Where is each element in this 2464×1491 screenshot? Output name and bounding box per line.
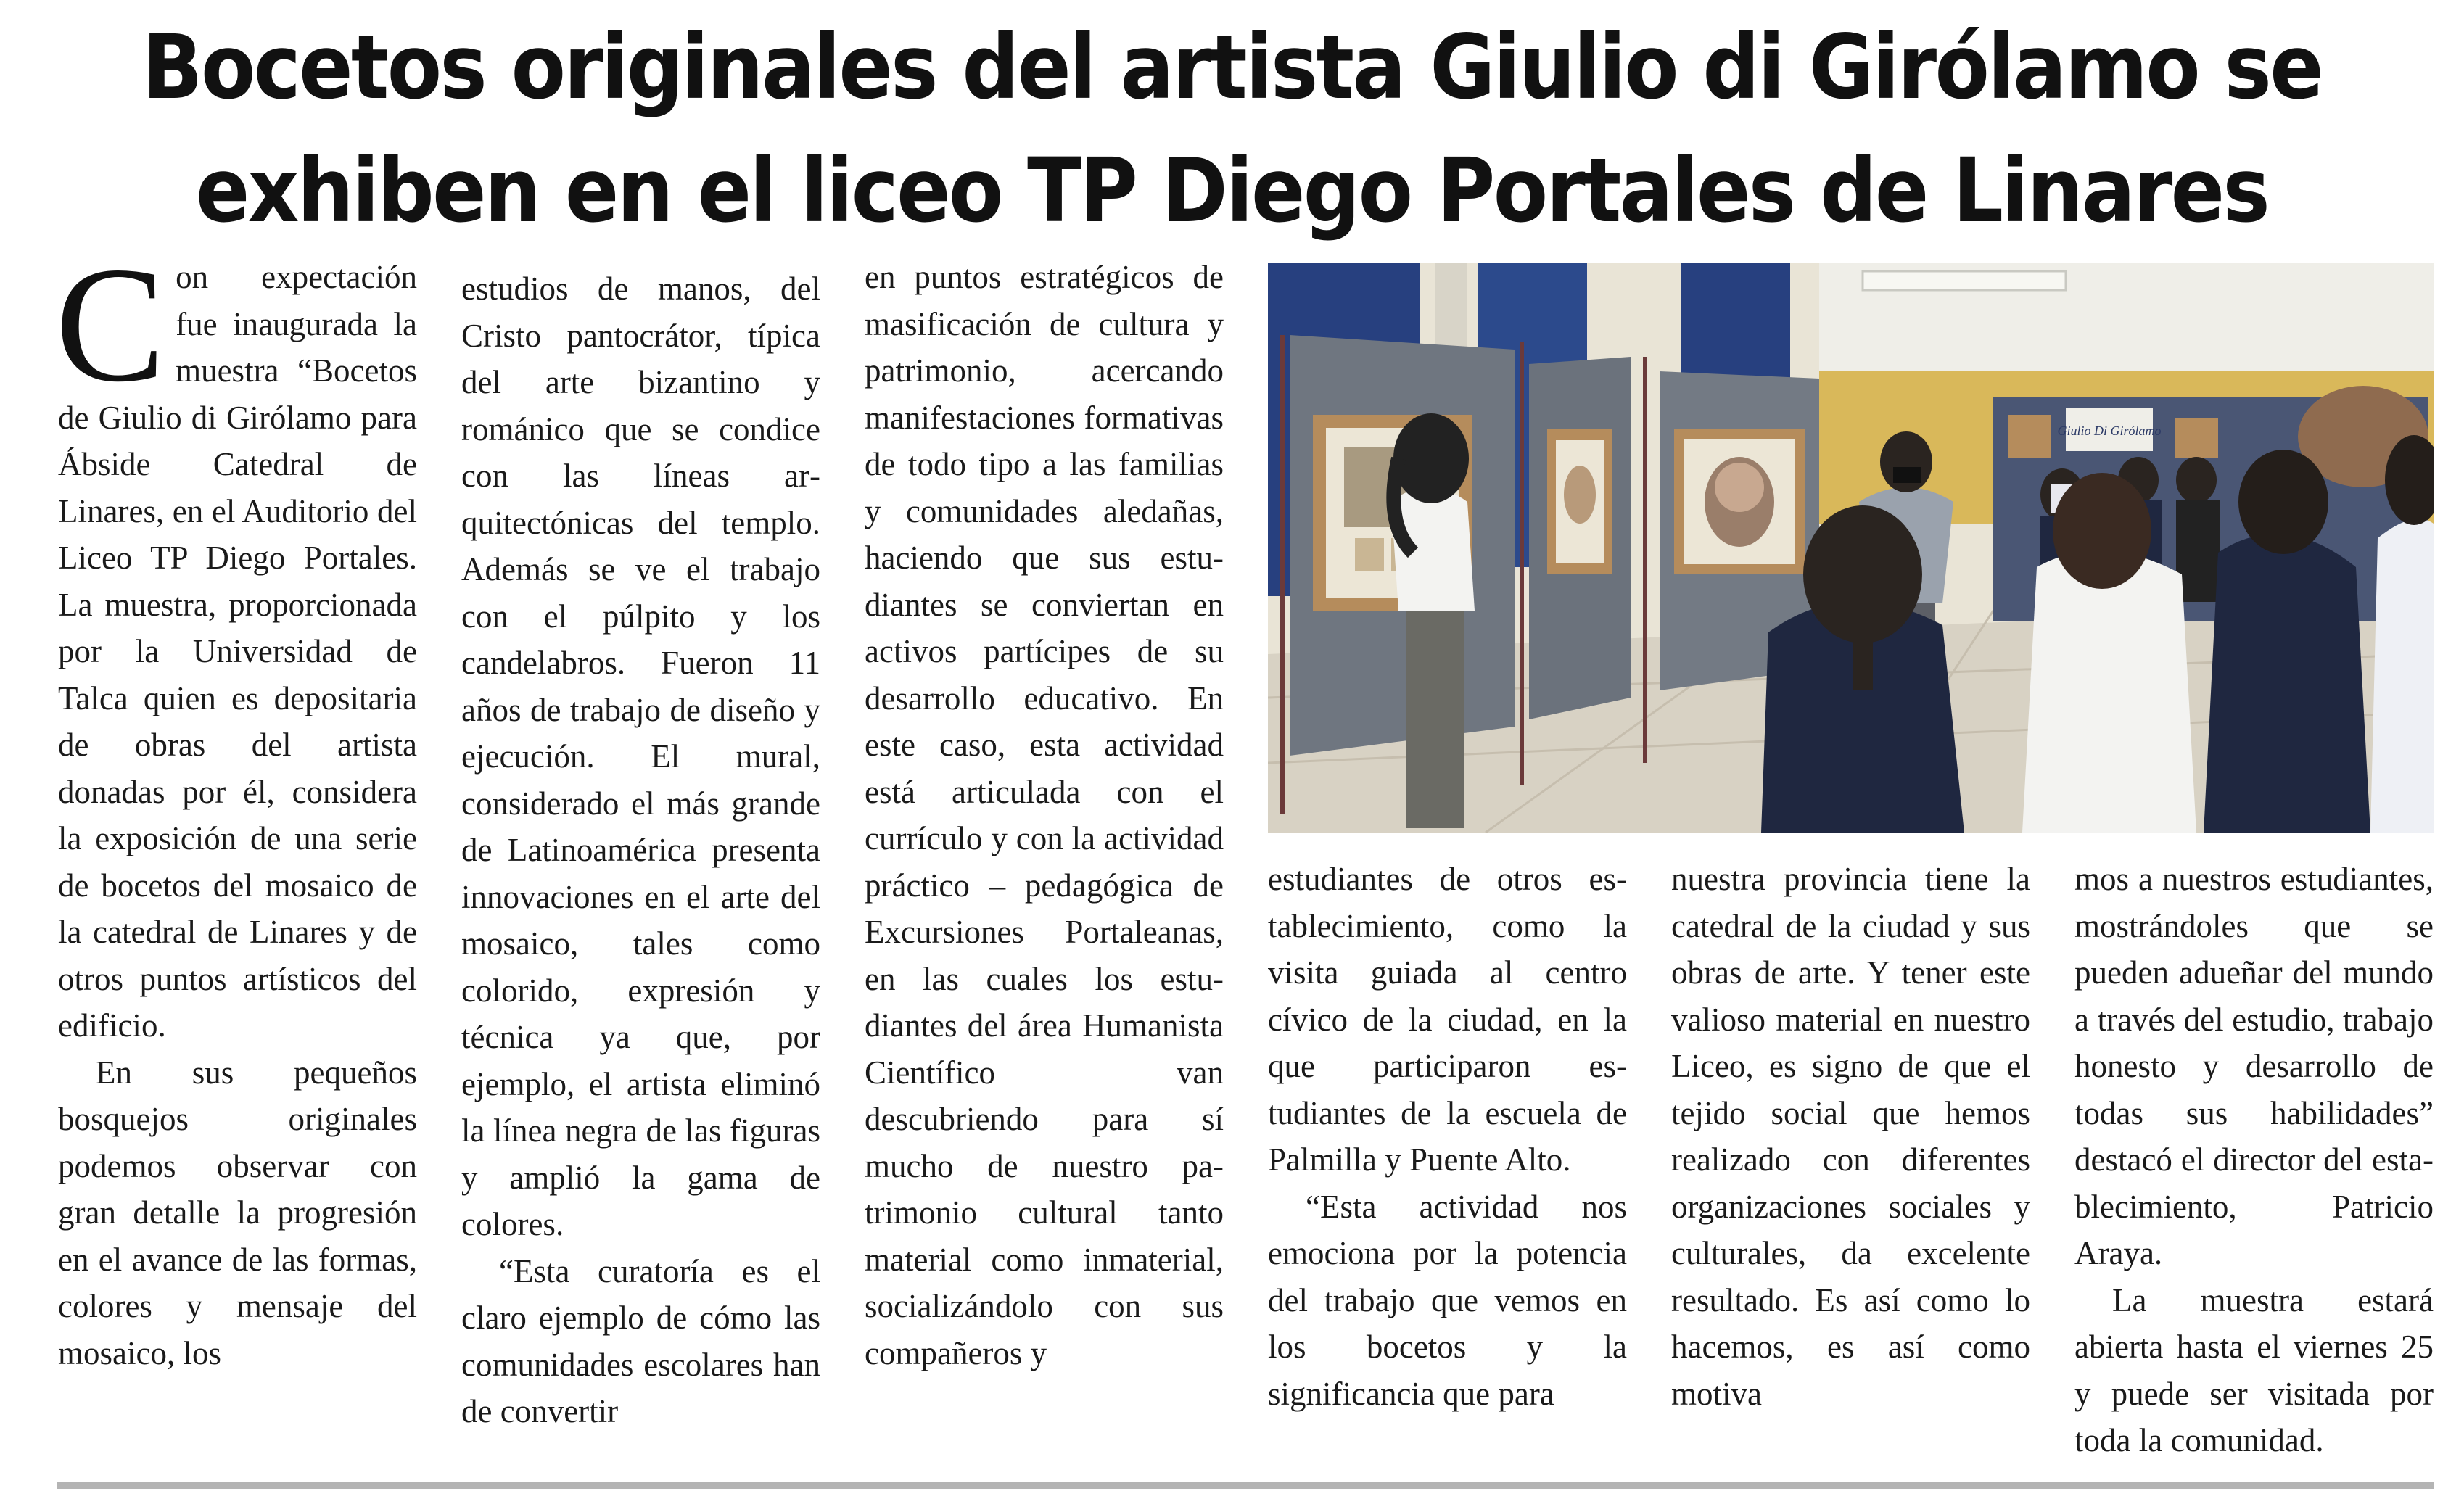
article-column-3 [865, 254, 1224, 1376]
lead-paragraph [55, 234, 417, 1049]
paragraph: estudios de manos, del Cristo pantocrátor, típica del arte bizantino y románico que se condice con las líneas arquitectónicas del templo. Además se ve el trabajo con el púlpito y los candelabros. Fueron 11 años de trabajo de diseño y ejecución. El mural, considerado el más grande de Latinoamérica presenta innovaciones en el arte del mosaico, tales como colorido, expresión y técnica ya que, por ejemplo, el artista eliminó la línea negra de las figuras y amplió la gama de colores. [461, 270, 820, 1242]
paragraph: En sus pequeños bosquejos originales podemos observar con gran detalle la progresión en el avance de las formas, colores y mensaje del mosaico, los [58, 1054, 417, 1371]
exhibition-photo [1268, 263, 2434, 833]
ceiling-lamp [1863, 271, 2066, 290]
paragraph: estudiantes de otros establecimiento, como la visita guiada al centro cívico de la ciudad, en la que participaron estudiantes de la escuela de Palmilla y Puente Alto. [1268, 861, 1627, 1178]
headline-line-1: Bocetos originales del artista Giulio di Girólamo se [142, 16, 2322, 119]
paragraph: “Esta actividad nos emociona por la potencia del trabajo que vemos en los bocetos y la significancia que para [1268, 1188, 1627, 1412]
headline-line-2: exhiben en el liceo TP Diego Portales de Linares [195, 139, 2269, 242]
article-column-4 [1268, 856, 1627, 1417]
paragraph: La muestra estará abierta hasta el viernes 25 y puede ser visitada por toda la comunidad. [2074, 1281, 2434, 1458]
headline [123, 6, 2341, 252]
paragraph: mos a nuestros estudiantes, mostrándoles que se pueden adueñar del mundo a través del estudio, trabajo honesto y desarrollo de todas sus habilidades” destacó el director del establecimiento, Patricio Araya. [2074, 861, 2434, 1271]
paragraph: nuestra provincia tiene la catedral de la ciudad y sus obras de arte. Y tener este valioso material en nuestro Liceo, es signo de que el tejido social que hemos realizado con diferentes organizaciones sociales y culturales, da excelente resultado. Es así como lo hacemos, es así como motiva [1671, 861, 2030, 1412]
paragraph: en puntos estratégicos de masificación de cultura y patrimonio, acercando manifestaciones formativas de todo tipo a las familias y comunidades aledañas, haciendo que sus estudiantes se conviertan en activos partícipes de su desarrollo educativo. En este caso, esta actividad está articulada con el currículo y con la actividad práctico – pedagógica de Excursiones Portaleanas, en las cuales los estudiantes del área Humanista Científico van descubriendo para sí mucho de nuestro patrimonio cultural tanto material como inmaterial, socializándolo con sus compañeros y [865, 259, 1224, 1371]
article-column-2 [461, 265, 820, 1435]
paragraph: “Esta curatoría es el claro ejemplo de cómo las comunidades escolares han de convertir [461, 1252, 820, 1429]
photo-illustration [1268, 263, 2434, 833]
article-column-1 [55, 234, 417, 1376]
bottom-rule [57, 1482, 2434, 1489]
article-column-6 [2074, 856, 2434, 1464]
exhibit-poster-title: Giulio Di Girólamo [2057, 424, 2162, 438]
lead-paragraph-text: on expectación fue inaugurada la muestra “Bocetos de Giulio di Girólamo para Ábside Catedral de Linares, en el Auditorio del Liceo TP Diego Portales. La muestra, proporcionada por la Universidad de Talca quien es depositaria de obras del artista donadas por él, considera la exposición de una serie de bocetos del mosaico de la catedral de Linares y de otros puntos artísticos del edificio. [58, 259, 417, 1044]
article-column-5 [1671, 856, 2030, 1417]
drop-cap: C [55, 234, 166, 416]
